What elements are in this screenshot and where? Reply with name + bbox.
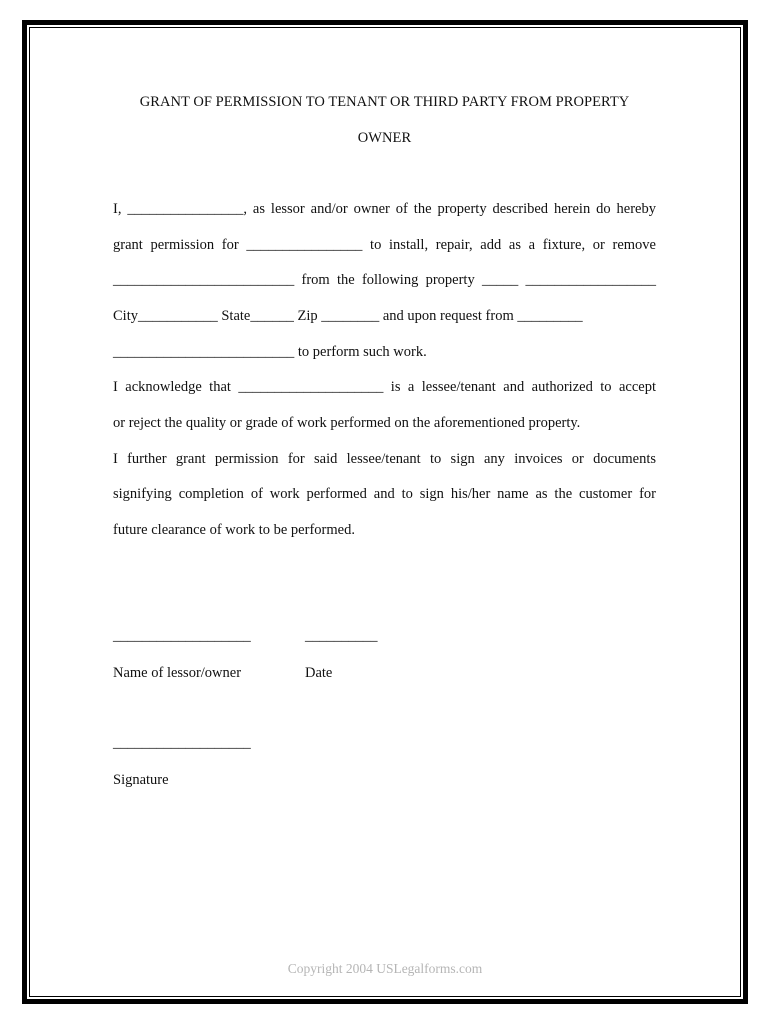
date-label: Date <box>305 665 333 681</box>
lessor-name-label: Name of lessor/owner <box>113 665 242 681</box>
body-line-6: I acknowledge that ____________________ is a lessee/tenant and authorized to accept <box>113 379 656 395</box>
document-title-line-2: OWNER <box>357 130 412 146</box>
body-line-2: grant permission for ________________ to install, repair, add as a fixture, or remove <box>113 237 656 253</box>
date-rule: __________ <box>305 628 378 644</box>
signature-label: Signature <box>113 772 169 788</box>
copyright-footer: Copyright 2004 USLegalforms.com <box>287 961 483 976</box>
lessor-name-rule: ___________________ <box>113 628 251 644</box>
body-line-4: City___________ State______ Zip ________ and upon request from _________ <box>113 308 583 324</box>
signature-rule: ___________________ <box>113 735 251 751</box>
body-line-5: _________________________ to perform such work. <box>113 344 427 360</box>
page-border-inner <box>29 27 741 997</box>
body-line-9: signifying completion of work performed and to sign his/her name as the customer for <box>113 486 656 502</box>
body-line-1: I, ________________, as lessor and/or owner of the property described herein do hereby <box>113 201 656 217</box>
body-line-3: _________________________ from the following property _____ __________________ <box>113 272 656 288</box>
body-line-10: future clearance of work to be performed. <box>113 522 355 538</box>
body-line-7: or reject the quality or grade of work performed on the aforementioned property. <box>113 415 581 431</box>
document-title-line-1: GRANT OF PERMISSION TO TENANT OR THIRD PARTY FROM PROPERTY <box>139 94 630 110</box>
body-line-8: I further grant permission for said lessee/tenant to sign any invoices or documents <box>113 451 656 467</box>
